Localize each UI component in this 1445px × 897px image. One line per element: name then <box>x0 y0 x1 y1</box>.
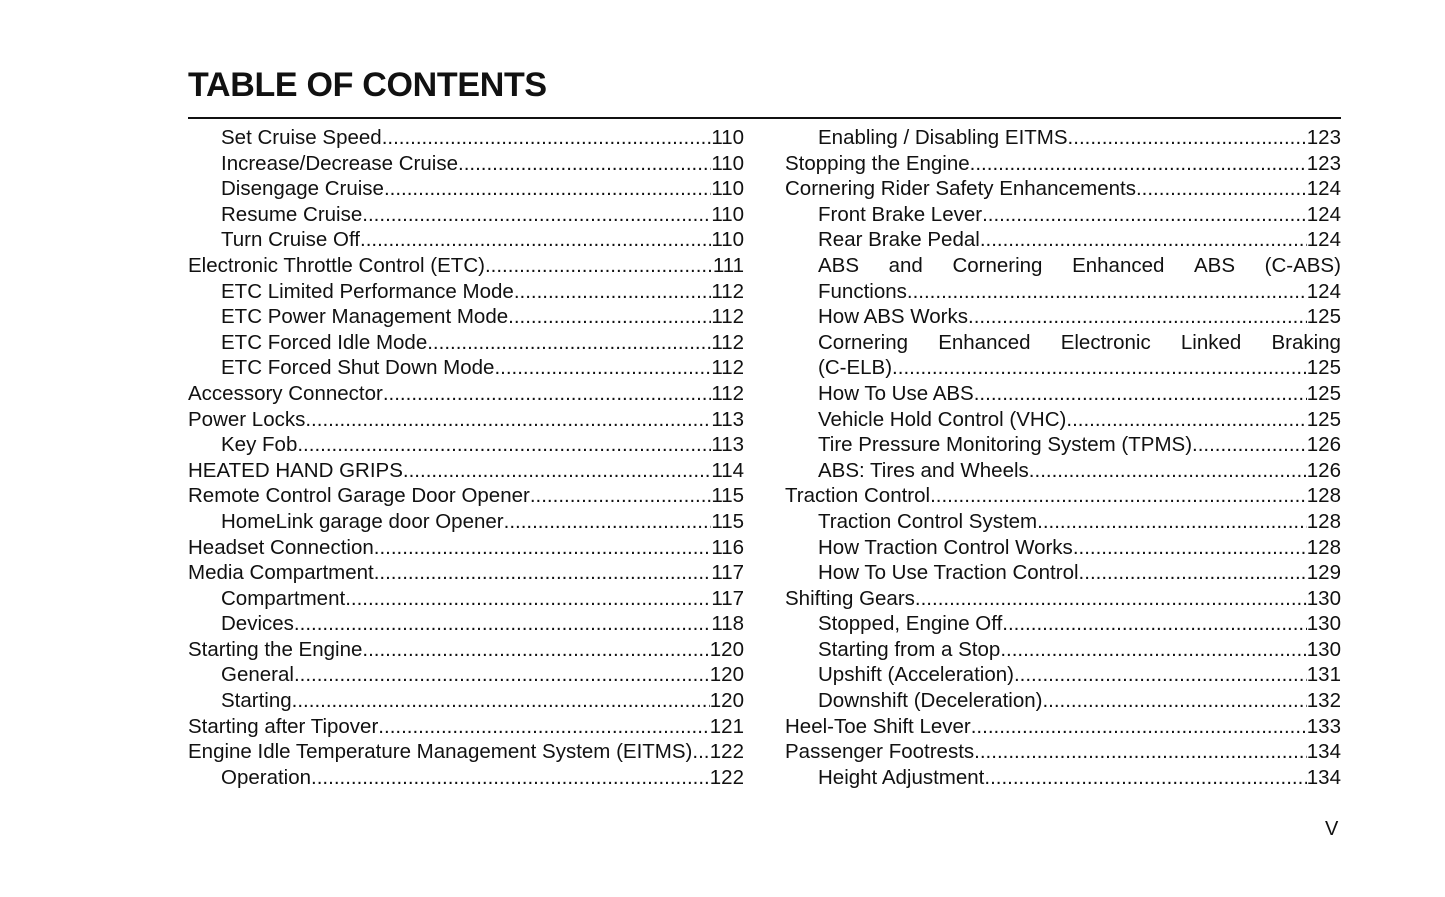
toc-entry-title: Accessory Connector <box>188 381 383 405</box>
toc-entry[interactable] <box>188 202 744 228</box>
toc-page-number: 125 <box>1306 407 1341 431</box>
toc-page-number: 117 <box>711 586 744 610</box>
dot-leader <box>1079 560 1307 586</box>
toc-entry-title: HEATED HAND GRIPS <box>188 458 403 482</box>
toc-entry-word: Enhanced <box>938 330 1031 354</box>
toc-page-number: 118 <box>711 612 744 636</box>
toc-page-number: 123 <box>1306 151 1341 175</box>
toc-entry[interactable] <box>785 330 1341 381</box>
toc-entry[interactable] <box>188 227 744 253</box>
toc-entry-title: ETC Limited Performance Mode <box>221 279 514 303</box>
dot-leader <box>1073 535 1307 561</box>
toc-page-number: 113 <box>711 407 744 431</box>
toc-entry[interactable] <box>188 253 744 279</box>
dot-leader <box>384 176 711 202</box>
toc-entry-title: How To Use Traction Control <box>818 561 1079 585</box>
toc-entry-word: (C-ABS) <box>1264 253 1341 277</box>
toc-page-number: 122 <box>709 765 744 789</box>
toc-entry[interactable] <box>188 381 744 407</box>
dot-leader <box>930 483 1307 509</box>
toc-entry[interactable] <box>188 509 744 535</box>
dot-leader <box>530 483 711 509</box>
title-divider <box>188 117 1341 119</box>
toc-entry-title: Front Brake Lever <box>818 202 983 226</box>
toc-page-number: 110 <box>711 202 744 226</box>
toc-entry[interactable] <box>188 151 744 177</box>
toc-entry[interactable] <box>188 739 744 765</box>
dot-leader <box>1136 176 1307 202</box>
dot-leader <box>1002 611 1307 637</box>
toc-entry-title-line <box>818 330 1341 356</box>
toc-entry-title: Starting after Tipover <box>188 714 379 738</box>
toc-entry[interactable] <box>785 714 1341 740</box>
toc-entry-title: Starting the Engine <box>188 637 363 661</box>
toc-entry[interactable] <box>785 125 1341 151</box>
toc-entry[interactable] <box>785 535 1341 561</box>
toc-entry[interactable] <box>785 227 1341 253</box>
dot-leader <box>345 586 711 612</box>
toc-entry[interactable] <box>188 330 744 356</box>
toc-entry[interactable] <box>188 714 744 740</box>
toc-page-number: 128 <box>1306 535 1341 559</box>
toc-entry-title: Height Adjustment <box>818 765 985 789</box>
toc-entry-title-continued: Functions <box>818 279 907 303</box>
dot-leader <box>907 279 1307 305</box>
toc-entry[interactable] <box>785 458 1341 484</box>
dot-leader <box>984 765 1306 791</box>
dot-leader <box>294 611 711 637</box>
toc-entry[interactable] <box>785 739 1341 765</box>
dot-leader <box>1068 125 1307 151</box>
toc-page-number: 111 <box>712 253 744 277</box>
dot-leader <box>504 509 712 535</box>
dot-leader <box>494 355 711 381</box>
toc-page-number: 125 <box>1306 356 1341 380</box>
toc-entry-title: Stopping the Engine <box>785 151 970 175</box>
toc-entry-title: Traction Control System <box>818 509 1038 533</box>
toc-entry-title: Devices <box>221 612 294 636</box>
toc-entry-title: Disengage Cruise <box>221 177 384 201</box>
toc-entry[interactable] <box>188 176 744 202</box>
toc-page-number: 126 <box>1306 433 1341 457</box>
toc-entry-title: Resume Cruise <box>221 202 363 226</box>
toc-page-number: 110 <box>711 151 744 175</box>
toc-entry-word: Electronic <box>1060 330 1151 354</box>
toc-entry-title: Increase/Decrease Cruise <box>221 151 458 175</box>
toc-entry-title: Traction Control <box>785 484 931 508</box>
toc-entry[interactable] <box>785 611 1341 637</box>
toc-entry-word: ABS <box>1194 253 1236 277</box>
toc-entry-title-line <box>818 253 1341 279</box>
toc-entry[interactable] <box>188 432 744 458</box>
toc-page-number: 112 <box>711 305 744 329</box>
dot-leader <box>970 151 1307 177</box>
dot-leader <box>297 432 711 458</box>
toc-page-number: 120 <box>709 663 744 687</box>
toc-entry-title: Downshift (Deceleration) <box>818 689 1043 713</box>
dot-leader <box>1029 458 1307 484</box>
toc-entry[interactable] <box>785 483 1341 509</box>
dot-leader <box>692 739 709 765</box>
toc-entry-title: How Traction Control Works <box>818 535 1073 559</box>
toc-page-number: 112 <box>711 330 744 354</box>
toc-entry-title: Upshift (Acceleration) <box>818 663 1014 687</box>
toc-entry-title: Remote Control Garage Door Opener <box>188 484 530 508</box>
dot-leader <box>382 125 712 151</box>
dot-leader <box>362 202 711 228</box>
toc-entry-title: Tire Pressure Monitoring System (TPMS) <box>818 433 1193 457</box>
toc-page-number: 130 <box>1306 637 1341 661</box>
toc-page-number: 110 <box>711 177 744 201</box>
toc-entry[interactable] <box>188 586 744 612</box>
toc-page-number: 112 <box>711 356 744 380</box>
dot-leader <box>968 304 1307 330</box>
toc-page-number: 130 <box>1306 586 1341 610</box>
toc-entry-title: ETC Forced Idle Mode <box>221 330 428 354</box>
toc-page-number: 124 <box>1306 228 1341 252</box>
dot-leader <box>514 279 712 305</box>
dot-leader <box>1042 688 1306 714</box>
toc-entry[interactable] <box>188 560 744 586</box>
toc-page-number: 131 <box>1306 663 1341 687</box>
toc-entry[interactable] <box>785 151 1341 177</box>
dot-leader <box>485 253 713 279</box>
dot-leader <box>311 765 710 791</box>
toc-entry[interactable] <box>188 407 744 433</box>
toc-page-number: 120 <box>709 637 744 661</box>
dot-leader <box>508 304 711 330</box>
toc-page-number: 123 <box>1306 126 1341 149</box>
dot-leader <box>403 458 711 484</box>
toc-entry[interactable] <box>785 637 1341 663</box>
toc-entry[interactable] <box>188 662 744 688</box>
dot-leader <box>980 227 1307 253</box>
toc-entry-title: Cornering Rider Safety Enhancements <box>785 177 1136 201</box>
toc-entry-title: Starting from a Stop <box>818 637 1001 661</box>
toc-page-number: 129 <box>1306 561 1341 585</box>
dot-leader <box>915 586 1307 612</box>
toc-entry-title: Heel-Toe Shift Lever <box>785 714 971 738</box>
toc-entry-title: Enabling / Disabling EITMS <box>818 126 1068 149</box>
toc-page-number: 124 <box>1306 279 1341 303</box>
toc-page-number: 132 <box>1306 689 1341 713</box>
toc-entry-title: Key Fob <box>221 433 298 457</box>
toc-page-number: 117 <box>711 561 744 585</box>
toc-page-number: 134 <box>1306 740 1341 764</box>
dot-leader <box>427 330 711 356</box>
toc-page-number: 110 <box>711 126 744 149</box>
toc-page-number: 124 <box>1306 177 1341 201</box>
toc-page-number: 116 <box>711 535 744 559</box>
toc-entry-word: Enhanced <box>1072 253 1165 277</box>
dot-leader <box>971 714 1307 740</box>
toc-entry[interactable] <box>785 407 1341 433</box>
toc-entry[interactable] <box>188 279 744 305</box>
toc-entry-title: General <box>221 663 294 687</box>
toc-entry-word: and <box>888 253 923 277</box>
toc-entry[interactable] <box>188 535 744 561</box>
toc-entry-title: Media Compartment <box>188 561 374 585</box>
dot-leader <box>974 381 1307 407</box>
toc-entry-word: ABS <box>818 253 860 277</box>
toc-entry[interactable] <box>188 125 744 151</box>
toc-right-column <box>785 125 1341 790</box>
toc-page-number: 125 <box>1306 305 1341 329</box>
dot-leader <box>974 739 1307 765</box>
toc-entry-title: Vehicle Hold Control (VHC) <box>818 407 1067 431</box>
toc-entry-word: Linked <box>1180 330 1242 354</box>
toc-page-number: 112 <box>711 381 744 405</box>
dot-leader <box>383 381 711 407</box>
dot-leader <box>1000 637 1306 663</box>
toc-entry[interactable] <box>188 611 744 637</box>
toc-page-number: 112 <box>711 279 744 303</box>
toc-entry[interactable] <box>188 304 744 330</box>
toc-page-number: 126 <box>1306 458 1341 482</box>
toc-entry[interactable] <box>188 637 744 663</box>
toc-entry[interactable] <box>785 509 1341 535</box>
toc-entry[interactable] <box>785 688 1341 714</box>
toc-entry-title: Rear Brake Pedal <box>818 228 980 252</box>
toc-entry-title: How ABS Works <box>818 305 968 329</box>
toc-entry-title: ETC Power Management Mode <box>221 305 509 329</box>
toc-entry[interactable] <box>188 355 744 381</box>
toc-page-number: 128 <box>1306 509 1341 533</box>
toc-entry-title: Turn Cruise Off <box>221 228 360 252</box>
toc-page-number: 130 <box>1306 612 1341 636</box>
toc-page-number: 124 <box>1306 202 1341 226</box>
toc-entry-title: How To Use ABS <box>818 381 974 405</box>
toc-page-number: 128 <box>1306 484 1341 508</box>
toc-entry[interactable] <box>188 483 744 509</box>
toc-page-number: 114 <box>711 458 744 482</box>
toc-entry[interactable] <box>785 560 1341 586</box>
dot-leader <box>1066 407 1306 433</box>
toc-entry-title: Set Cruise Speed <box>221 126 382 149</box>
dot-leader <box>305 407 711 433</box>
toc-entry-title: ABS: Tires and Wheels <box>818 458 1029 482</box>
toc-entry[interactable] <box>188 688 744 714</box>
toc-entry-title: Compartment <box>221 586 346 610</box>
toc-entry-title: Electronic Throttle Control (ETC) <box>188 253 485 277</box>
toc-entry[interactable] <box>188 458 744 484</box>
dot-leader <box>378 714 709 740</box>
toc-entry[interactable] <box>785 765 1341 791</box>
toc-entry[interactable] <box>785 381 1341 407</box>
toc-left-column <box>188 125 744 790</box>
toc-entry-title: ETC Forced Shut Down Mode <box>221 356 495 380</box>
toc-page-number: 133 <box>1306 714 1341 738</box>
dot-leader <box>292 688 710 714</box>
toc-page-number: 122 <box>709 740 744 764</box>
toc-page-number: 115 <box>711 509 744 533</box>
dot-leader <box>1037 509 1307 535</box>
toc-entry-title: Passenger Footrests <box>785 740 975 764</box>
toc-entry[interactable] <box>785 432 1341 458</box>
toc-page-number: 125 <box>1306 381 1341 405</box>
toc-entry[interactable] <box>785 662 1341 688</box>
toc-page-number: 113 <box>711 433 744 457</box>
toc-page-number: 110 <box>711 228 744 252</box>
toc-entry-title-continued: (C-ELB) <box>818 356 893 380</box>
toc-entry[interactable] <box>785 253 1341 304</box>
dot-leader <box>982 202 1307 228</box>
toc-entry-title: Stopped, Engine Off <box>818 612 1003 636</box>
toc-entry-title: Operation <box>221 765 312 789</box>
toc-entry-title: Engine Idle Temperature Management System (EITMS) <box>188 740 693 764</box>
toc-entry-title: Headset Connection <box>188 535 374 559</box>
page-title: TABLE OF CONTENTS <box>188 66 547 104</box>
toc-entry-title: HomeLink garage door Opener <box>221 509 504 533</box>
toc-page-number: 120 <box>709 689 744 713</box>
dot-leader <box>1014 662 1307 688</box>
toc-entry-title: Starting <box>221 689 292 713</box>
dot-leader <box>458 151 711 177</box>
toc-entry[interactable] <box>785 202 1341 228</box>
dot-leader <box>374 560 712 586</box>
toc-page-number: 134 <box>1306 765 1341 789</box>
toc-entry[interactable] <box>785 586 1341 612</box>
toc-entry[interactable] <box>188 765 744 791</box>
toc-page-number: 121 <box>709 714 744 738</box>
toc-entry-title: Shifting Gears <box>785 586 915 610</box>
dot-leader <box>360 227 711 253</box>
dot-leader <box>294 662 710 688</box>
dot-leader <box>1192 432 1307 458</box>
dot-leader <box>892 355 1307 381</box>
toc-page-number: 115 <box>711 484 744 508</box>
toc-entry[interactable] <box>785 176 1341 202</box>
toc-entry[interactable] <box>785 304 1341 330</box>
toc-entry-word: Cornering <box>952 253 1043 277</box>
toc-entry-word: Cornering <box>818 330 909 354</box>
dot-leader <box>362 637 709 663</box>
dot-leader <box>374 535 712 561</box>
page-number: V <box>1325 818 1339 840</box>
toc-entry-word: Braking <box>1271 330 1341 354</box>
toc-entry-title: Power Locks <box>188 407 306 431</box>
